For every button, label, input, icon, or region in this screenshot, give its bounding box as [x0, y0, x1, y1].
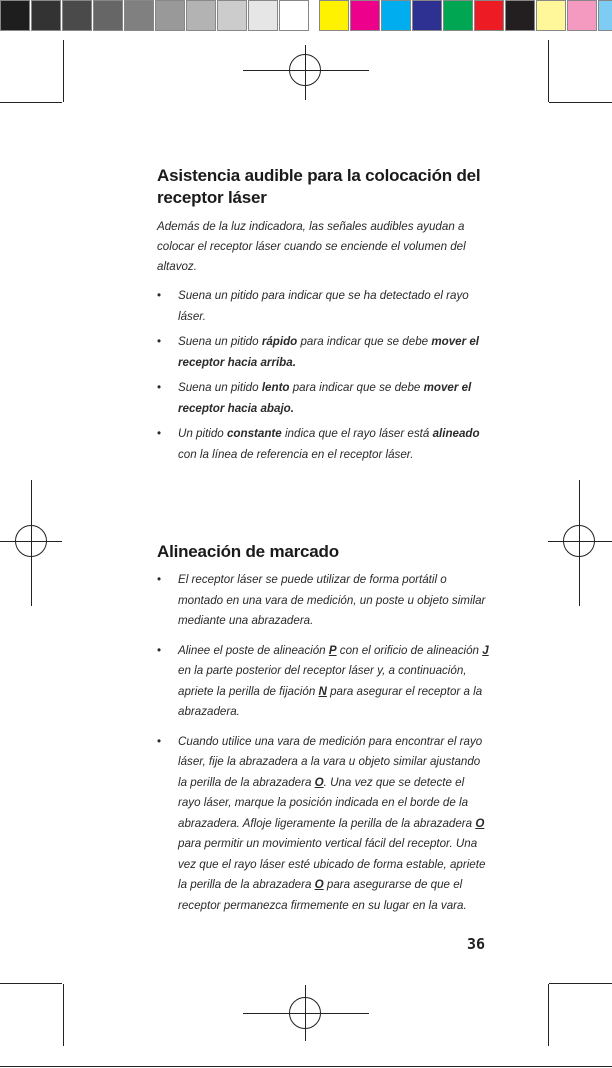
crop-mark — [549, 983, 612, 984]
color-swatch — [474, 0, 504, 31]
page-number: 36 — [466, 935, 485, 953]
color-swatch — [381, 0, 411, 31]
color-swatch — [279, 0, 309, 31]
list-item: • Alinee el poste de alineación P con el orificio de alineación J en la parte posterior del receptor láser y, a continuación, apriete la perilla de fijación N para asegurar el receptor a la abrazadera. — [157, 643, 489, 718]
section-title: Asistencia audible para la colocación del receptor láser — [157, 166, 481, 207]
color-swatch — [93, 0, 123, 31]
color-swatch — [536, 0, 566, 31]
bullet-list — [157, 286, 489, 465]
crop-mark — [548, 984, 549, 1046]
crop-mark — [548, 40, 549, 102]
bullet-list — [157, 570, 489, 916]
intro-paragraph: Además de la luz indicadora, las señales audibles ayudan a colocar el receptor láser cuando se enciende el volumen del altavoz. — [157, 220, 466, 273]
color-swatch — [31, 0, 61, 31]
color-swatch — [443, 0, 473, 31]
color-swatch — [217, 0, 247, 31]
crop-mark — [0, 102, 62, 103]
color-swatch — [505, 0, 535, 31]
section-marking-alignment — [157, 541, 489, 921]
section-title: Alineación de marcado — [157, 542, 339, 561]
color-swatch — [412, 0, 442, 31]
color-swatch — [598, 0, 612, 31]
color-swatch — [124, 0, 154, 31]
list-item: • Suena un pitido rápido para indicar que se debe mover el receptor hacia arriba. — [157, 335, 480, 369]
color-swatch — [186, 0, 216, 31]
page-bottom-line — [0, 1066, 612, 1067]
color-swatch — [567, 0, 597, 31]
section-audible-assist — [157, 165, 489, 470]
color-swatch — [155, 0, 185, 31]
color-swatch — [0, 0, 30, 31]
list-item: • Un pitido constante indica que el rayo láser está alineado con la línea de referencia en el receptor láser. — [157, 427, 480, 461]
list-item: • Suena un pitido lento para indicar que se debe mover el receptor hacia abajo. — [157, 381, 472, 415]
crop-mark — [549, 102, 612, 103]
list-item: • El receptor láser se puede utilizar de forma portátil o montado en una vara de medición, un poste u objeto similar mediante una abrazadera. — [157, 573, 486, 627]
color-swatch — [62, 0, 92, 31]
color-swatch — [248, 0, 278, 31]
crop-mark — [63, 984, 64, 1046]
list-item: • Cuando utilice una vara de medición para encontrar el rayo láser, fije la abrazadera a la vara u objeto similar ajustando la perilla de la abrazadera O. Una vez que se detecte el rayo láser, marque la posición indicada en el borde de la abrazadera. Afloje ligeramente la perilla de la abrazadera O para permitir un movimiento vertical fácil del receptor. Una vez que el rayo láser esté ubicado de forma estable, apriete la perilla de la abrazadera O para asegurarse de que el receptor permanezca firmemente en su lugar en la vara. — [157, 734, 486, 912]
color-swatch — [350, 0, 380, 31]
crop-mark — [63, 40, 64, 102]
list-item: • Suena un pitido para indicar que se ha detectado el rayo láser. — [157, 289, 469, 323]
crop-mark — [0, 983, 62, 984]
color-calibration-bar — [0, 0, 612, 32]
color-swatch — [319, 0, 349, 31]
